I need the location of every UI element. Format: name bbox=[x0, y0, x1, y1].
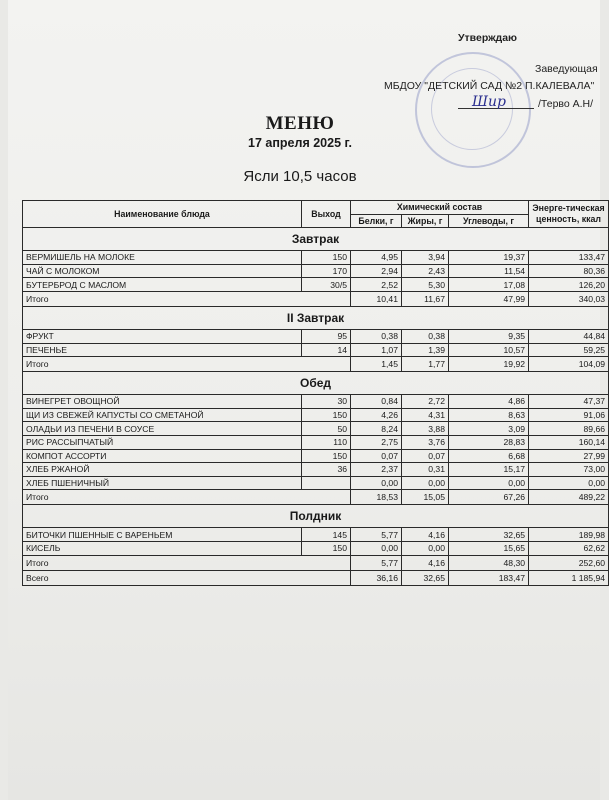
table-row bbox=[23, 422, 609, 436]
dish-fats: 3,94 bbox=[402, 251, 449, 265]
header-fats: Жиры, г bbox=[402, 214, 449, 228]
dish-yield: 150 bbox=[302, 251, 351, 265]
header-carbs: Углеводы, г bbox=[449, 214, 529, 228]
table-row bbox=[23, 541, 609, 555]
dish-name: ХЛЕБ РЖАНОЙ bbox=[23, 463, 302, 477]
dish-carbs: 6,68 bbox=[449, 449, 529, 463]
dish-fats: 1,39 bbox=[402, 343, 449, 357]
dish-energy: 0,00 bbox=[529, 476, 609, 490]
dish-carbs: 4,86 bbox=[449, 395, 529, 409]
dish-energy: 27,99 bbox=[529, 449, 609, 463]
table-row bbox=[23, 278, 609, 292]
dish-carbs: 8,63 bbox=[449, 408, 529, 422]
dish-fats: 0,00 bbox=[402, 476, 449, 490]
total-label: Итого bbox=[23, 357, 351, 372]
total-fats: 11,67 bbox=[402, 291, 449, 306]
dish-energy: 59,25 bbox=[529, 343, 609, 357]
dish-name: ФРУКТ bbox=[23, 329, 302, 343]
dish-carbs: 9,35 bbox=[449, 329, 529, 343]
total-row bbox=[23, 291, 609, 306]
grand-energy: 1 185,94 bbox=[529, 570, 609, 585]
dish-yield: 36 bbox=[302, 463, 351, 477]
section-header-row bbox=[23, 505, 609, 528]
dish-name: ВЕРМИШЕЛЬ НА МОЛОКЕ bbox=[23, 251, 302, 265]
header-chem: Химический состав bbox=[351, 201, 529, 215]
dish-carbs: 10,57 bbox=[449, 343, 529, 357]
head-label: Заведующая bbox=[535, 63, 598, 75]
dish-name: РИС РАССЫПЧАТЫЙ bbox=[23, 435, 302, 449]
menu-date: 17 апреля 2025 г. bbox=[248, 136, 352, 150]
dish-energy: 91,06 bbox=[529, 408, 609, 422]
dish-carbs: 0,00 bbox=[449, 476, 529, 490]
dish-carbs: 11,54 bbox=[449, 264, 529, 278]
total-label: Итого bbox=[23, 291, 351, 306]
dish-fats: 2,72 bbox=[402, 395, 449, 409]
group-label: Ясли 10,5 часов bbox=[243, 168, 357, 185]
grand-carbs: 183,47 bbox=[449, 570, 529, 585]
grand-proteins: 36,16 bbox=[351, 570, 402, 585]
section-title: II Завтрак bbox=[23, 306, 609, 329]
dish-fats: 0,38 bbox=[402, 329, 449, 343]
round-stamp bbox=[415, 52, 531, 168]
dish-name: ХЛЕБ ПШЕНИЧНЫЙ bbox=[23, 476, 302, 490]
director-name: /Терво А.Н/ bbox=[538, 98, 594, 110]
table-row bbox=[23, 408, 609, 422]
signature: Шир bbox=[472, 94, 506, 110]
dish-proteins: 2,94 bbox=[351, 264, 402, 278]
dish-fats: 4,16 bbox=[402, 528, 449, 542]
table-row bbox=[23, 251, 609, 265]
dish-fats: 3,76 bbox=[402, 435, 449, 449]
section-title: Обед bbox=[23, 372, 609, 395]
table-row bbox=[23, 264, 609, 278]
total-proteins: 18,53 bbox=[351, 490, 402, 505]
dish-carbs: 15,65 bbox=[449, 541, 529, 555]
dish-fats: 4,31 bbox=[402, 408, 449, 422]
dish-proteins: 0,00 bbox=[351, 541, 402, 555]
dish-energy: 44,84 bbox=[529, 329, 609, 343]
dish-carbs: 28,83 bbox=[449, 435, 529, 449]
dish-proteins: 4,95 bbox=[351, 251, 402, 265]
dish-yield: 14 bbox=[302, 343, 351, 357]
dish-yield: 95 bbox=[302, 329, 351, 343]
total-proteins: 10,41 bbox=[351, 291, 402, 306]
menu-table bbox=[22, 200, 609, 586]
dish-yield: 30/5 bbox=[302, 278, 351, 292]
dish-name: БИТОЧКИ ПШЕННЫЕ С ВАРЕНЬЕМ bbox=[23, 528, 302, 542]
total-label: Итого bbox=[23, 555, 351, 570]
dish-energy: 160,14 bbox=[529, 435, 609, 449]
dish-carbs: 17,08 bbox=[449, 278, 529, 292]
dish-name: БУТЕРБРОД С МАСЛОМ bbox=[23, 278, 302, 292]
table-row bbox=[23, 476, 609, 490]
table-row bbox=[23, 395, 609, 409]
section-title: Завтрак bbox=[23, 228, 609, 251]
dish-name: КИСЕЛЬ bbox=[23, 541, 302, 555]
section-title: Полдник bbox=[23, 505, 609, 528]
dish-fats: 0,00 bbox=[402, 541, 449, 555]
dish-yield: 30 bbox=[302, 395, 351, 409]
grand-total-label: Всего bbox=[23, 570, 351, 585]
dish-name: ЧАЙ С МОЛОКОМ bbox=[23, 264, 302, 278]
total-proteins: 5,77 bbox=[351, 555, 402, 570]
dish-yield bbox=[302, 476, 351, 490]
table-row bbox=[23, 528, 609, 542]
page-title: МЕНЮ bbox=[265, 113, 335, 134]
total-carbs: 67,26 bbox=[449, 490, 529, 505]
dish-yield: 110 bbox=[302, 435, 351, 449]
total-energy: 252,60 bbox=[529, 555, 609, 570]
total-proteins: 1,45 bbox=[351, 357, 402, 372]
dish-proteins: 8,24 bbox=[351, 422, 402, 436]
dish-proteins: 5,77 bbox=[351, 528, 402, 542]
dish-fats: 2,43 bbox=[402, 264, 449, 278]
dish-yield: 50 bbox=[302, 422, 351, 436]
dish-name: ОЛАДЬИ ИЗ ПЕЧЕНИ В СОУСЕ bbox=[23, 422, 302, 436]
grand-total-row bbox=[23, 570, 609, 585]
dish-proteins: 2,75 bbox=[351, 435, 402, 449]
dish-energy: 73,00 bbox=[529, 463, 609, 477]
total-fats: 15,05 bbox=[402, 490, 449, 505]
dish-proteins: 2,52 bbox=[351, 278, 402, 292]
dish-energy: 47,37 bbox=[529, 395, 609, 409]
total-carbs: 47,99 bbox=[449, 291, 529, 306]
dish-energy: 126,20 bbox=[529, 278, 609, 292]
dish-energy: 189,98 bbox=[529, 528, 609, 542]
dish-carbs: 32,65 bbox=[449, 528, 529, 542]
table-row bbox=[23, 449, 609, 463]
dish-carbs: 19,37 bbox=[449, 251, 529, 265]
dish-yield: 150 bbox=[302, 541, 351, 555]
dish-energy: 80,36 bbox=[529, 264, 609, 278]
total-label: Итого bbox=[23, 490, 351, 505]
dish-proteins: 0,07 bbox=[351, 449, 402, 463]
total-energy: 489,22 bbox=[529, 490, 609, 505]
dish-fats: 3,88 bbox=[402, 422, 449, 436]
approve-label: Утверждаю bbox=[458, 32, 518, 44]
dish-energy: 133,47 bbox=[529, 251, 609, 265]
dish-energy: 89,66 bbox=[529, 422, 609, 436]
dish-carbs: 15,17 bbox=[449, 463, 529, 477]
dish-fats: 5,30 bbox=[402, 278, 449, 292]
header-proteins: Белки, г bbox=[351, 214, 402, 228]
total-row bbox=[23, 357, 609, 372]
dish-proteins: 0,00 bbox=[351, 476, 402, 490]
dish-energy: 62,62 bbox=[529, 541, 609, 555]
dish-name: ЩИ ИЗ СВЕЖЕЙ КАПУСТЫ СО СМЕТАНОЙ bbox=[23, 408, 302, 422]
section-header-row bbox=[23, 306, 609, 329]
table-row bbox=[23, 329, 609, 343]
header-energy: Энерге-тическая ценность, ккал bbox=[529, 201, 609, 228]
menu-body bbox=[23, 228, 609, 585]
dish-yield: 150 bbox=[302, 449, 351, 463]
dish-name: ПЕЧЕНЬЕ bbox=[23, 343, 302, 357]
total-energy: 340,03 bbox=[529, 291, 609, 306]
total-fats: 4,16 bbox=[402, 555, 449, 570]
dish-fats: 0,07 bbox=[402, 449, 449, 463]
dish-fats: 0,31 bbox=[402, 463, 449, 477]
table-row bbox=[23, 435, 609, 449]
total-carbs: 48,30 bbox=[449, 555, 529, 570]
header-yield: Выход bbox=[302, 201, 351, 228]
section-header-row bbox=[23, 372, 609, 395]
dish-yield: 150 bbox=[302, 408, 351, 422]
section-header-row bbox=[23, 228, 609, 251]
total-carbs: 19,92 bbox=[449, 357, 529, 372]
dish-name: КОМПОТ АССОРТИ bbox=[23, 449, 302, 463]
header-name: Наименование блюда bbox=[23, 201, 302, 228]
grand-fats: 32,65 bbox=[402, 570, 449, 585]
dish-proteins: 0,84 bbox=[351, 395, 402, 409]
total-energy: 104,09 bbox=[529, 357, 609, 372]
dish-proteins: 1,07 bbox=[351, 343, 402, 357]
table-row bbox=[23, 463, 609, 477]
dish-name: ВИНЕГРЕТ ОВОЩНОЙ bbox=[23, 395, 302, 409]
total-fats: 1,77 bbox=[402, 357, 449, 372]
total-row bbox=[23, 555, 609, 570]
total-row bbox=[23, 490, 609, 505]
org-label: МБДОУ "ДЕТСКИЙ САД №2 П.КАЛЕВАЛА" bbox=[384, 80, 595, 92]
dish-carbs: 3,09 bbox=[449, 422, 529, 436]
table-row bbox=[23, 343, 609, 357]
dish-proteins: 0,38 bbox=[351, 329, 402, 343]
dish-proteins: 2,37 bbox=[351, 463, 402, 477]
dish-yield: 145 bbox=[302, 528, 351, 542]
dish-proteins: 4,26 bbox=[351, 408, 402, 422]
dish-yield: 170 bbox=[302, 264, 351, 278]
